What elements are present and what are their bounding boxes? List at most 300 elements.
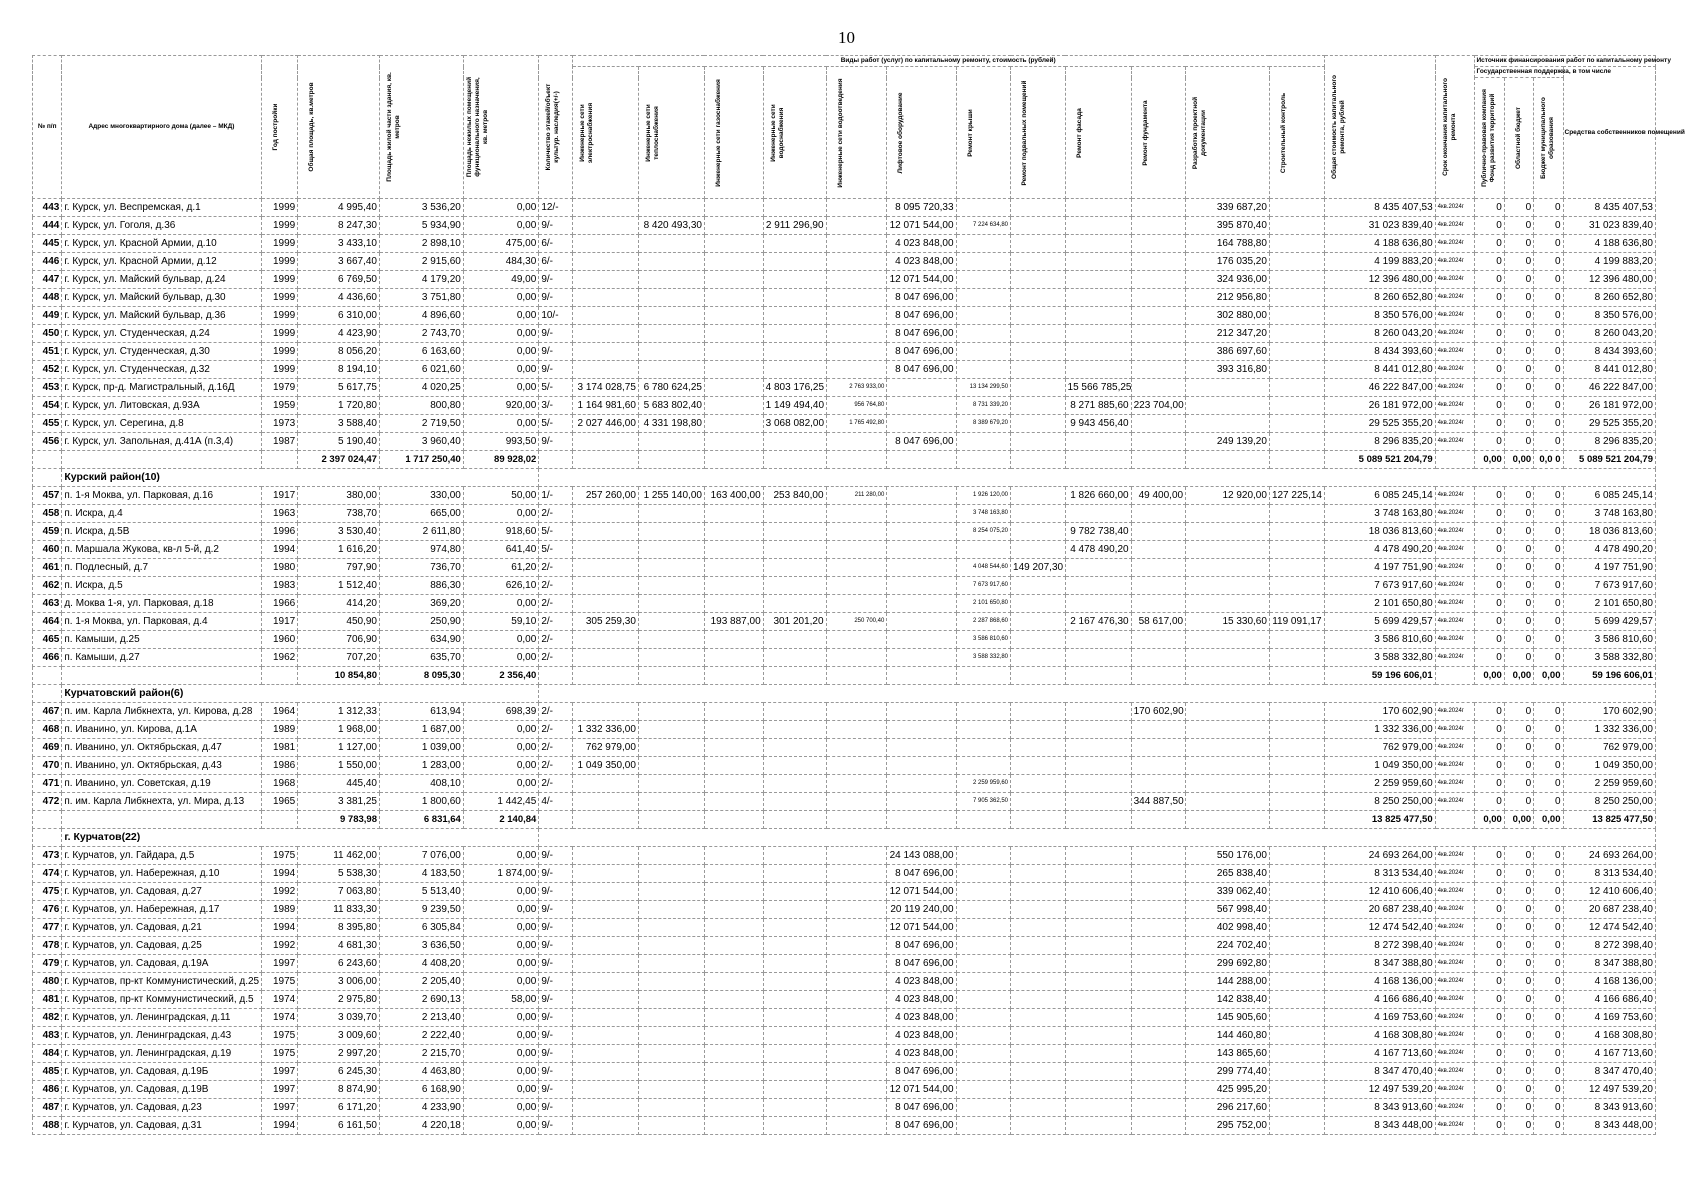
cell-c5: 2 763 933,00	[826, 379, 887, 397]
cell-roof: 1 926 120,00	[956, 487, 1011, 505]
cell-addr: г. Курчатов, ул. Садовая, д.31	[62, 1117, 261, 1135]
cell-n: 472	[33, 793, 62, 811]
cell-c5: 956 764,80	[826, 397, 887, 415]
table-row	[33, 577, 1656, 595]
cell-base	[1011, 937, 1066, 955]
cell-r: 0	[1504, 235, 1533, 253]
cell-roof	[956, 361, 1011, 379]
cell-c3	[704, 757, 763, 775]
col-gas-header: Инженерные сети газоснабжения	[704, 67, 763, 199]
cell-f: 0	[1475, 307, 1504, 325]
table-row	[33, 721, 1656, 739]
cell-f: 0	[1475, 559, 1504, 577]
cell-c3	[704, 1099, 763, 1117]
cell-year: 1966	[261, 595, 298, 613]
cell-r: 0	[1504, 973, 1533, 991]
cell-fnd	[1131, 937, 1186, 955]
cell-m: 0	[1534, 487, 1563, 505]
cell-c4	[763, 1081, 826, 1099]
cell-fac	[1065, 235, 1131, 253]
cell-addr: г. Курск, ул. Студенческая, д.30	[62, 343, 261, 361]
table-row	[33, 1099, 1656, 1117]
cell-c3	[704, 631, 763, 649]
cell-lift: 8 047 696,00	[887, 937, 956, 955]
cell-fac: 9 943 456,40	[1065, 415, 1131, 433]
cell-fac	[1065, 1009, 1131, 1027]
cell-year: 1999	[261, 271, 298, 289]
empty-cell	[1131, 451, 1186, 469]
cell-proj: 145 905,60	[1186, 1009, 1270, 1027]
cell-s2: 2 898,10	[379, 235, 463, 253]
cell-year: 1999	[261, 307, 298, 325]
cell-f: 0	[1475, 955, 1504, 973]
cell-c3	[704, 1081, 763, 1099]
cell-fnd	[1131, 433, 1186, 451]
cell-total: 7 673 917,60	[1324, 577, 1435, 595]
cell-m: 0	[1534, 649, 1563, 667]
cell-fl: 2/-	[539, 595, 573, 613]
cell-total: 6 085 245,14	[1324, 487, 1435, 505]
cell-n: 480	[33, 973, 62, 991]
cell-base	[1011, 361, 1066, 379]
cell-r: 0	[1504, 919, 1533, 937]
cell-r: 0	[1504, 415, 1533, 433]
cell-ctrl	[1269, 541, 1324, 559]
cell-own: 8 434 393,60	[1563, 343, 1656, 361]
cell-term: 4кв.2024г	[1435, 613, 1475, 631]
cell-ctrl	[1269, 523, 1324, 541]
cell-own: 24 693 264,00	[1563, 847, 1656, 865]
cell-c1	[572, 289, 638, 307]
cell-r: 0	[1504, 1009, 1533, 1027]
table-row	[33, 343, 1656, 361]
cell-proj	[1186, 397, 1270, 415]
cell-total: 8 434 393,60	[1324, 343, 1435, 361]
cell-n: 476	[33, 901, 62, 919]
cell-c2	[638, 199, 704, 217]
cell-f: 0	[1475, 235, 1504, 253]
cell-r: 0	[1504, 199, 1533, 217]
cell-fac	[1065, 883, 1131, 901]
cell-own: 4 197 751,90	[1563, 559, 1656, 577]
cell-c5	[826, 307, 887, 325]
table-row	[33, 847, 1656, 865]
cell-c2	[638, 505, 704, 523]
cell-c2: 1 255 140,00	[638, 487, 704, 505]
cell-n: 487	[33, 1099, 62, 1117]
cell-fnd	[1131, 739, 1186, 757]
cell-ctrl	[1269, 883, 1324, 901]
cell-fnd	[1131, 883, 1186, 901]
cell-year: 1994	[261, 919, 298, 937]
cell-f: 0	[1475, 919, 1504, 937]
cell-s3: 0,00	[463, 775, 538, 793]
subtotal-row	[33, 451, 1656, 469]
cell-year: 1968	[261, 775, 298, 793]
cell-total: 762 979,00	[1324, 739, 1435, 757]
cell-addr: п. 1-я Моква, ул. Парковая, д.4	[62, 613, 261, 631]
table-row	[33, 649, 1656, 667]
cell-addr: г. Курск, пр-д. Магистральный, д.16Д	[62, 379, 261, 397]
cell-m: 0	[1534, 307, 1563, 325]
table-row	[33, 289, 1656, 307]
cell-base	[1011, 505, 1066, 523]
cell-s2: 2 690,13	[379, 991, 463, 1009]
cell-ctrl	[1269, 649, 1324, 667]
cell-s1: 797,90	[298, 559, 380, 577]
cell-lift: 4 023 848,00	[887, 235, 956, 253]
cell-lift	[887, 505, 956, 523]
cell-c5	[826, 757, 887, 775]
cell-proj	[1186, 739, 1270, 757]
cell-term: 4кв.2024г	[1435, 793, 1475, 811]
cell-term: 4кв.2024г	[1435, 757, 1475, 775]
cell-proj: 567 998,40	[1186, 901, 1270, 919]
cell-roof: 7 224 634,80	[956, 217, 1011, 235]
cell-c5	[826, 577, 887, 595]
cell-own: 12 497 539,20	[1563, 1081, 1656, 1099]
cell-c4	[763, 865, 826, 883]
cell-s2: 2 215,70	[379, 1045, 463, 1063]
cell-year: 1965	[261, 793, 298, 811]
cell-n: 471	[33, 775, 62, 793]
cell-fnd	[1131, 541, 1186, 559]
cell-m: 0	[1534, 559, 1563, 577]
cell-s3: 1 442,45	[463, 793, 538, 811]
cell-c2	[638, 343, 704, 361]
cell-c5: 1 765 492,80	[826, 415, 887, 433]
cell-total: 3 586 810,60	[1324, 631, 1435, 649]
cell-c3	[704, 523, 763, 541]
cell-fac	[1065, 919, 1131, 937]
cell-r: 0,00	[1504, 811, 1533, 829]
cell-roof: 2 259 959,60	[956, 775, 1011, 793]
cell-ctrl: 119 091,17	[1269, 613, 1324, 631]
table-row	[33, 613, 1656, 631]
cell-year: 1962	[261, 649, 298, 667]
cell-base	[1011, 1081, 1066, 1099]
cell-total: 59 196 606,01	[1324, 667, 1435, 685]
empty-cell	[887, 811, 956, 829]
cell-own: 8 350 576,00	[1563, 307, 1656, 325]
cell-m: 0	[1534, 541, 1563, 559]
cell-s1: 2 397 024,47	[298, 451, 380, 469]
cell-c4: 2 911 296,90	[763, 217, 826, 235]
cell-c2	[638, 361, 704, 379]
cell-c2	[638, 937, 704, 955]
cell-addr: г. Курск, ул. Майский бульвар, д.24	[62, 271, 261, 289]
cell-c1: 3 174 028,75	[572, 379, 638, 397]
cell-total: 4 169 753,60	[1324, 1009, 1435, 1027]
cell-f: 0	[1475, 487, 1504, 505]
cell-fl: 1/-	[539, 487, 573, 505]
cell-addr: г. Курчатов, ул. Набережная, д.10	[62, 865, 261, 883]
cell-lift: 4 023 848,00	[887, 1045, 956, 1063]
cell-s3: 0,00	[463, 883, 538, 901]
cell-year: 1964	[261, 703, 298, 721]
cell-n: 488	[33, 1117, 62, 1135]
cell-year: 1975	[261, 973, 298, 991]
cell-s3: 0,00	[463, 631, 538, 649]
cell-c2	[638, 1045, 704, 1063]
cell-c3	[704, 847, 763, 865]
cell-fnd	[1131, 415, 1186, 433]
cell-lift	[887, 721, 956, 739]
cell-c3	[704, 595, 763, 613]
cell-c1	[572, 343, 638, 361]
cell-c5	[826, 325, 887, 343]
table-row	[33, 739, 1656, 757]
cell-f: 0	[1475, 217, 1504, 235]
cell-addr: г. Курск, ул. Красной Армии, д.10	[62, 235, 261, 253]
cell-r: 0	[1504, 289, 1533, 307]
cell-own: 4 188 636,80	[1563, 235, 1656, 253]
cell-total: 8 296 835,20	[1324, 433, 1435, 451]
cell-c5	[826, 271, 887, 289]
empty-cell	[956, 451, 1011, 469]
cell-total: 12 497 539,20	[1324, 1081, 1435, 1099]
cell-s2: 5 513,40	[379, 883, 463, 901]
cell-fac	[1065, 649, 1131, 667]
cell-base	[1011, 847, 1066, 865]
cell-roof	[956, 271, 1011, 289]
cell-base	[1011, 433, 1066, 451]
cell-c2	[638, 1009, 704, 1027]
cell-m: 0	[1534, 415, 1563, 433]
cell-s1: 1 127,00	[298, 739, 380, 757]
cell-base	[1011, 325, 1066, 343]
cell-s1: 4 995,40	[298, 199, 380, 217]
empty-cell	[638, 811, 704, 829]
cell-s3: 59,10	[463, 613, 538, 631]
cell-s3: 641,40	[463, 541, 538, 559]
cell-s3: 0,00	[463, 1063, 538, 1081]
cell-r: 0	[1504, 775, 1533, 793]
cell-proj	[1186, 523, 1270, 541]
cell-base	[1011, 613, 1066, 631]
cell-f: 0,00	[1475, 451, 1504, 469]
cell-c4	[763, 649, 826, 667]
cell-total: 8 435 407,53	[1324, 199, 1435, 217]
empty-cell	[539, 667, 573, 685]
cell-base	[1011, 271, 1066, 289]
cell-own: 8 260 652,80	[1563, 289, 1656, 307]
cell-r: 0	[1504, 1027, 1533, 1045]
cell-fnd	[1131, 361, 1186, 379]
cell-lift	[887, 559, 956, 577]
cell-c4	[763, 901, 826, 919]
table-row	[33, 505, 1656, 523]
table-row	[33, 361, 1656, 379]
cell-fl: 9/-	[539, 289, 573, 307]
cell-own: 6 085 245,14	[1563, 487, 1656, 505]
cell-s1: 3 039,70	[298, 1009, 380, 1027]
cell-proj: 212 347,20	[1186, 325, 1270, 343]
cell-c2	[638, 721, 704, 739]
cell-term: 4кв.2024г	[1435, 649, 1475, 667]
cell-ctrl	[1269, 415, 1324, 433]
cell-s1: 414,20	[298, 595, 380, 613]
col-heat-header: Инженерные сети теплоснабжения	[638, 67, 704, 199]
cell-ctrl	[1269, 973, 1324, 991]
cell-proj: 224 702,40	[1186, 937, 1270, 955]
cell-s3: 918,60	[463, 523, 538, 541]
cell-s1: 8 247,30	[298, 217, 380, 235]
cell-own: 12 474 542,40	[1563, 919, 1656, 937]
cell-own: 3 588 332,80	[1563, 649, 1656, 667]
cell-r: 0	[1504, 613, 1533, 631]
cell-c2	[638, 1099, 704, 1117]
cell-c2	[638, 991, 704, 1009]
cell-term: 4кв.2024г	[1435, 253, 1475, 271]
cell-base	[1011, 235, 1066, 253]
cell-s3: 0,00	[463, 1099, 538, 1117]
cell-s1: 3 667,40	[298, 253, 380, 271]
cell-fl: 9/-	[539, 901, 573, 919]
cell-s3: 0,00	[463, 199, 538, 217]
cell-total: 26 181 972,00	[1324, 397, 1435, 415]
cell-ctrl	[1269, 253, 1324, 271]
cell-term: 4кв.2024г	[1435, 901, 1475, 919]
cell-own: 12 410 606,40	[1563, 883, 1656, 901]
cell-s3: 0,00	[463, 955, 538, 973]
cell-base	[1011, 973, 1066, 991]
capital-repair-table	[32, 55, 1685, 1135]
cell-r: 0	[1504, 757, 1533, 775]
cell-proj	[1186, 505, 1270, 523]
cell-c2	[638, 631, 704, 649]
cell-ctrl	[1269, 199, 1324, 217]
cell-c3	[704, 919, 763, 937]
cell-fnd	[1131, 1045, 1186, 1063]
cell-s1: 3 530,40	[298, 523, 380, 541]
cell-ctrl	[1269, 577, 1324, 595]
cell-addr: п. Искра, д.4	[62, 505, 261, 523]
cell-s2: 369,20	[379, 595, 463, 613]
cell-c4	[763, 253, 826, 271]
empty-cell	[572, 451, 638, 469]
cell-c5	[826, 721, 887, 739]
cell-fl: 5/-	[539, 379, 573, 397]
cell-c4	[763, 991, 826, 1009]
cell-m: 0	[1534, 1009, 1563, 1027]
cell-fl: 9/-	[539, 361, 573, 379]
cell-c5	[826, 703, 887, 721]
cell-c1	[572, 199, 638, 217]
cell-addr: п. Камыши, д.27	[62, 649, 261, 667]
cell-m: 0,00	[1534, 667, 1563, 685]
cell-c4	[763, 271, 826, 289]
col-municipal-header: Бюджет муниципального образования	[1534, 78, 1563, 199]
cell-own: 8 347 470,40	[1563, 1063, 1656, 1081]
cell-term: 4кв.2024г	[1435, 307, 1475, 325]
cell-s1: 9 783,98	[298, 811, 380, 829]
cell-addr: п. им. Карла Либкнехта, ул. Кирова, д.28	[62, 703, 261, 721]
cell-roof	[956, 1081, 1011, 1099]
cell-s2: 3 751,80	[379, 289, 463, 307]
cell-c5	[826, 991, 887, 1009]
cell-fnd: 170 602,90	[1131, 703, 1186, 721]
cell-base	[1011, 1045, 1066, 1063]
cell-c3	[704, 559, 763, 577]
cell-lift	[887, 631, 956, 649]
cell-term: 4кв.2024г	[1435, 1081, 1475, 1099]
cell-fac	[1065, 703, 1131, 721]
cell-year: 1999	[261, 289, 298, 307]
cell-base	[1011, 883, 1066, 901]
cell-addr: г. Курчатов, пр-кт Коммунистический, д.5	[62, 991, 261, 1009]
cell-c4	[763, 847, 826, 865]
cell-proj: 302 880,00	[1186, 307, 1270, 325]
cell-s1: 8 194,10	[298, 361, 380, 379]
cell-s3: 0,00	[463, 973, 538, 991]
empty-cell	[887, 667, 956, 685]
empty-cell	[62, 667, 261, 685]
cell-ctrl	[1269, 343, 1324, 361]
cell-s1: 450,90	[298, 613, 380, 631]
cell-m: 0	[1534, 865, 1563, 883]
section-title: г. Курчатов(22)	[62, 829, 539, 847]
cell-r: 0	[1504, 559, 1533, 577]
cell-term: 4кв.2024г	[1435, 235, 1475, 253]
empty-cell	[704, 667, 763, 685]
cell-total: 3 588 332,80	[1324, 649, 1435, 667]
cell-year: 1999	[261, 199, 298, 217]
cell-s3: 0,00	[463, 757, 538, 775]
cell-c1	[572, 1045, 638, 1063]
cell-roof: 13 134 299,50	[956, 379, 1011, 397]
empty-cell	[887, 451, 956, 469]
cell-m: 0	[1534, 937, 1563, 955]
cell-total: 46 222 847,00	[1324, 379, 1435, 397]
cell-base	[1011, 289, 1066, 307]
col-drain-header: Инженерные сети водоотведения	[826, 67, 887, 199]
cell-term: 4кв.2024г	[1435, 703, 1475, 721]
cell-s3: 0,00	[463, 649, 538, 667]
table-row	[33, 235, 1656, 253]
cell-own: 8 313 534,40	[1563, 865, 1656, 883]
cell-total: 8 343 913,60	[1324, 1099, 1435, 1117]
empty-cell	[1186, 811, 1270, 829]
cell-ctrl	[1269, 505, 1324, 523]
col-foundation-header: Ремонт фундамента	[1131, 67, 1186, 199]
cell-lift: 12 071 544,00	[887, 919, 956, 937]
cell-term: 4кв.2024г	[1435, 487, 1475, 505]
cell-fnd	[1131, 505, 1186, 523]
cell-ctrl	[1269, 289, 1324, 307]
cell-lift: 8 047 696,00	[887, 955, 956, 973]
cell-c4	[763, 307, 826, 325]
cell-m: 0	[1534, 379, 1563, 397]
cell-c1: 1 049 350,00	[572, 757, 638, 775]
cell-own: 46 222 847,00	[1563, 379, 1656, 397]
cell-term: 4кв.2024г	[1435, 541, 1475, 559]
empty-cell	[956, 667, 1011, 685]
cell-addr: г. Курск, ул. Студенческая, д.32	[62, 361, 261, 379]
cell-base	[1011, 901, 1066, 919]
cell-ctrl	[1269, 361, 1324, 379]
cell-fac	[1065, 577, 1131, 595]
cell-year: 1974	[261, 1009, 298, 1027]
empty-cell	[1011, 811, 1066, 829]
cell-fl: 9/-	[539, 1009, 573, 1027]
cell-addr: п. 1-я Моква, ул. Парковая, д.16	[62, 487, 261, 505]
cell-base	[1011, 397, 1066, 415]
cell-total: 18 036 813,60	[1324, 523, 1435, 541]
cell-total: 4 197 751,90	[1324, 559, 1435, 577]
cell-base: 149 207,30	[1011, 559, 1066, 577]
empty-cell	[572, 667, 638, 685]
